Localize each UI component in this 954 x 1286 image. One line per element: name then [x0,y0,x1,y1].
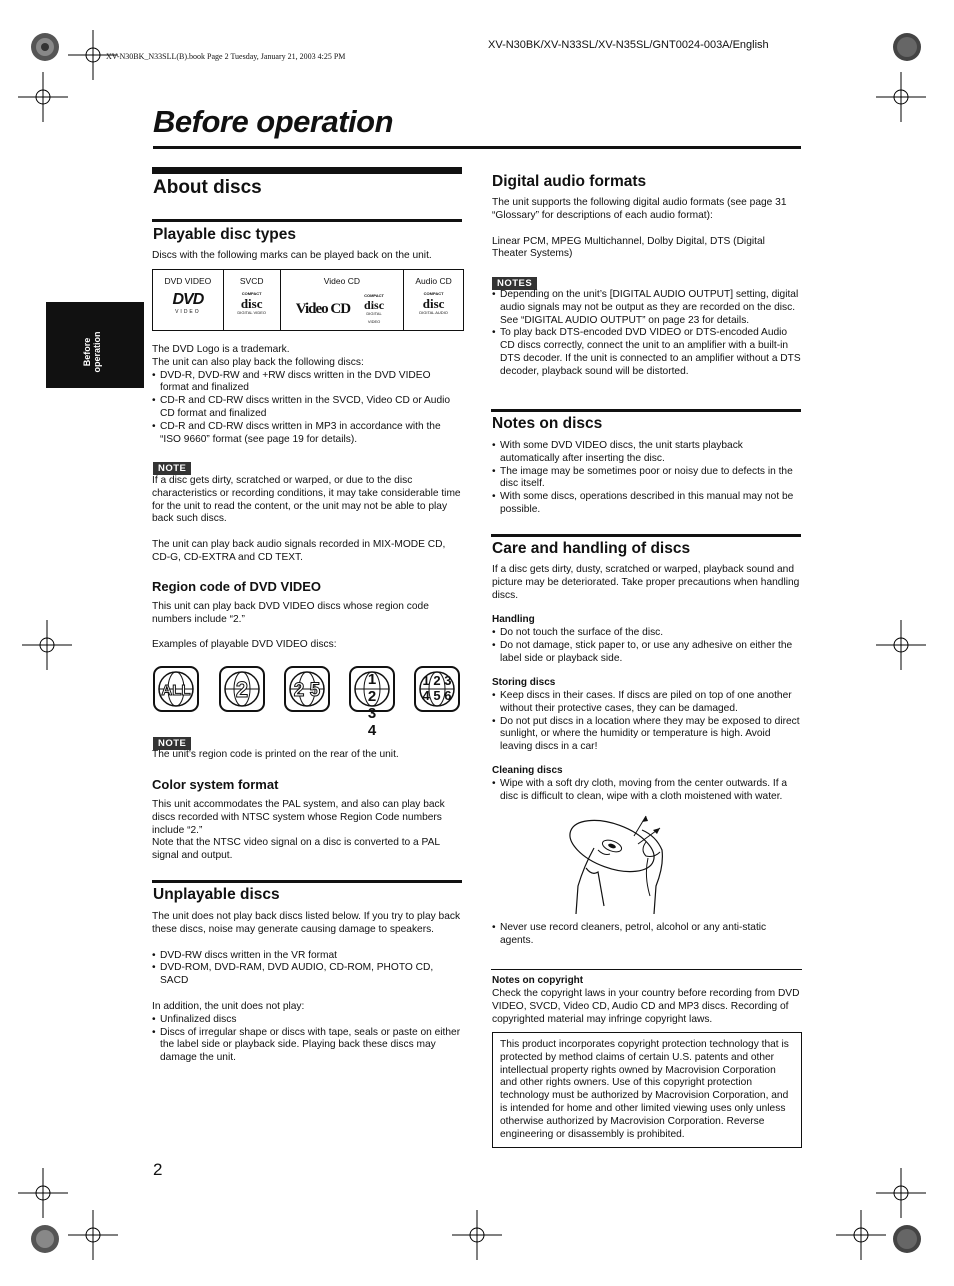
region-heading: Region code of DVD VIDEO [152,579,322,594]
color-text: Note that the NTSC video signal on a disc is converted to a PAL signal and output. [152,837,440,862]
handling-heading: Handling [492,614,535,625]
playable-body [152,344,462,446]
note-tag: NOTE [153,462,191,475]
unplayable-list-2 [152,1014,462,1065]
compact-disc-logo-icon [417,290,451,317]
subsection-bar [152,880,462,883]
list-item: • Never use record cleaners, petrol, alcohol or any anti-static agents. [492,922,802,948]
file-info: XV-N30BK_N33SLL(B).book Page 2 Tuesday, January 21, 2003 4:25 PM [106,52,346,61]
disc-type-table [152,269,464,331]
logo-compact-text: COMPACT [423,291,444,296]
page-number: 2 [153,1160,163,1179]
copyright-box: This product incorporates copyright protection technology that is protected by method claims of certain U.S. patents and other intellectual property rights owned by Macrovision Corporation and other rights owners. Use of this copyright protection technology must be authorized by Macrovision Corporation, and is intended for home and other limited viewing uses only unless otherwise authorized by Macrovision Corporation. Reverse engineering or disassembly is prohibited. [492,1032,802,1148]
side-tab-line2: operation [92,331,102,373]
list-item: • CD-R and CD-RW discs written in the SVCD, Video CD or Audio CD format and finalized [152,395,462,421]
side-tab-line1: Before [82,337,92,367]
list-item: • DVD-R, DVD-RW and +RW discs written in the DVD VIDEO format and finalized [152,370,462,396]
region-label: 2 [235,677,249,702]
color-body [152,799,462,863]
playable-note: If a disc gets dirty, scratched or warped, or due to the disc characteristics or recording conditions, it may take considerable time for the unit to read the content, or the unit may not be able to play back such discs. [152,475,461,525]
crosshair-mark-icon [22,620,72,670]
playable-list [152,370,462,447]
page-title: Before operation [153,104,394,139]
crosshair-mark-icon [452,1210,502,1260]
videocd-logo-icon: Video CD [295,300,351,317]
region-label: 1 2 3 4 5 6 [422,673,452,703]
disc-label: Audio CD [415,276,452,286]
crosshair-mark-icon [18,1168,68,1218]
about-discs-heading: About discs [153,177,262,198]
registration-mark-icon [882,1214,932,1264]
crosshair-mark-icon [836,1210,886,1260]
storing-heading: Storing discs [492,677,556,688]
logo-compact-text: COMPACT [364,293,385,298]
region-all-icon [153,666,199,712]
spacer [152,988,462,1001]
handling-list [492,627,802,665]
logo-disc-text: disc [364,298,385,312]
mix-mode-text: The unit can play back audio signals recorded in MIX-MODE CD, CD-G, CD-EXTRA and CD TEXT. [152,539,446,563]
notes-on-discs-heading: Notes on discs [492,415,603,432]
list-item: • The image may be sometimes poor or noisy due to defects in the disc itself. [492,466,802,492]
videocd-logos [281,292,404,326]
copyright-text: Check the copyright laws in your country before recording from DVD VIDEO, SVCD, Video CD, Audio CD and MP3 discs. Recording of copyrighted material may infringe copyright laws. [492,988,800,1025]
note-tag-box [153,458,191,476]
region-note: The unit’s region code is printed on the rear of the unit. [152,749,399,760]
region-text: This unit can play back DVD VIDEO discs whose region code numbers include “2.” [152,601,429,625]
spacer [492,223,802,236]
list-item: • With some discs, operations described in this manual may not be possible. [492,491,802,517]
logo-disc-text: disc [240,296,263,311]
playable-intro: Discs with the following marks can be played back on the unit. [152,250,432,261]
list-item: • DVD-RW discs written in the VR format [152,950,462,963]
storing-list [492,690,802,754]
spacer [152,937,462,950]
disc-label: DVD VIDEO [164,276,212,286]
compact-disc-logo-icon [360,292,388,326]
subsection-bar [152,219,462,222]
region-label: ALL [161,682,191,699]
title-rule [153,146,801,149]
region-2-5-icon [284,666,330,712]
logo-digital-audio-text: DIGITAL AUDIO [419,310,448,315]
disc-label: SVCD [239,276,264,286]
logo-compact-text: COMPACT [241,291,262,296]
playable-heading: Playable disc types [153,226,297,243]
crosshair-mark-icon [876,620,926,670]
registration-mark-icon [20,22,70,72]
digital-audio-notes [492,289,802,379]
model-info: XV-N30BK/XV-N33SL/XV-N35SL/GNT0024-003A/English [488,39,769,51]
disc-label: Video CD [323,276,360,286]
unplayable-body [152,911,462,1065]
logo-disc-text: disc [422,296,445,311]
cleaning-heading: Cleaning discs [492,765,563,776]
dvd-logo-icon: DVD [172,291,204,308]
cleaning-list [492,778,802,804]
compact-disc-logo-icon [236,290,268,317]
region-label: 2 5 [293,680,321,701]
list-item: • Unfinalized discs [152,1014,462,1027]
unplayable-heading: Unplayable discs [153,886,280,903]
crosshair-mark-icon [18,72,68,122]
dvd-logo-subtext: VIDEO [175,309,201,315]
disc-cell-audiocd [404,270,463,330]
list-item: • Wipe with a soft dry cloth, moving from the center outwards. If a disc is difficult to clean, wipe with a cloth moistened with water. [492,778,802,804]
logo-digital-video-text: DIGITAL VIDEO [237,310,266,315]
region-label: 1 2 3 4 [367,671,377,739]
region-1-2-3-4-icon [349,666,395,739]
list-item: • Depending on the unit’s [DIGITAL AUDIO OUTPUT] setting, digital audio signals may not be output as they are recorded on the disc. See “DIGITAL AUDIO OUTPUT” on page 23 for details. [492,289,802,327]
disc-cell-videocd [281,270,405,330]
notes-on-discs-body [492,440,802,517]
color-text: This unit accommodates the PAL system, and also can play back discs recorded with NTSC system whose Region Code numbers include “2.” [152,799,445,836]
disc-cleaning-illustration [564,806,684,918]
registration-mark-icon [20,1214,70,1264]
region-2-icon [219,666,265,712]
region-examples: Examples of playable DVD VIDEO discs: [152,639,337,650]
list-item: • To play back DTS-encoded DVD VIDEO or DTS-encoded Audio CD discs correctly, connect the unit to an amplifier with a built-in DTS decoder. If the unit is connected to an amplifier without a DTS decoder, playback sound will be distorted. [492,327,802,378]
registration-mark-icon [882,22,932,72]
unplayable-list [152,950,462,988]
unplayable-addition: In addition, the unit does not play: [152,1000,305,1012]
copyright-rule [491,969,802,970]
list-item: • With some DVD VIDEO discs, the unit starts playback automatically after inserting the disc. [492,440,802,466]
list-item: • Do not touch the surface of the disc. [492,627,802,640]
digital-audio-formats: Linear PCM, MPEG Multichannel, Dolby Digital, DTS (Digital Theater Systems) [492,235,765,260]
digital-audio-text: The unit supports the following digital audio formats (see page 31 “Glossary” for descriptions of each audio format): [492,197,787,221]
also-play-text: The unit can also play back the following discs: [152,356,364,368]
disc-cell-svcd [224,270,281,330]
disc-cell-dvd [153,270,224,330]
digital-audio-heading: Digital audio formats [492,173,647,190]
unplayable-intro: The unit does not play back discs listed below. If you try to play back these discs, noise may generate causing damage to speakers. [152,911,461,935]
care-intro: If a disc gets dirty, dusty, scratched or warped, playback sound and picture may be deteriorated. Take proper precautions when handling discs. [492,564,800,601]
trademark-text: The DVD Logo is a trademark. [152,344,290,355]
never-list [492,922,802,948]
side-tab-label [82,322,102,382]
list-item: • CD-R and CD-RW discs written in MP3 in accordance with the “ISO 9660” format (see page 19 for details). [152,421,462,447]
digital-audio-body [492,197,802,261]
list-item: • Keep discs in their cases. If discs are piled on top of one another without their protective cases, they can be damaged. [492,690,802,716]
logo-digital-video-text: DIGITAL VIDEO [366,311,382,324]
list-item: • Do not put discs in a location where they may be exposed to direct sunlight, or where the humidity or temperature is high. Avoid leaving discs in a car! [492,716,802,754]
copyright-heading: Notes on copyright [492,975,584,986]
notes-tag: NOTES [492,277,537,290]
region-1-6-icon [414,666,460,712]
list-item: • Discs of irregular shape or discs with tape, seals or paste on either the label side or playback side. Playing back these discs may damage the unit. [152,1027,462,1065]
list-item: • DVD-ROM, DVD-RAM, DVD AUDIO, CD-ROM, PHOTO CD, SACD [152,962,462,988]
note-tag: NOTE [153,737,191,750]
color-heading: Color system format [152,777,279,792]
list-item: • Do not damage, stick paper to, or use any adhesive on either the label side or playback side. [492,640,802,666]
crosshair-mark-icon [876,72,926,122]
crosshair-mark-icon [68,1210,118,1260]
subsection-bar [491,409,801,412]
section-bar [152,167,462,174]
care-heading: Care and handling of discs [492,540,691,557]
subsection-bar [491,534,801,537]
